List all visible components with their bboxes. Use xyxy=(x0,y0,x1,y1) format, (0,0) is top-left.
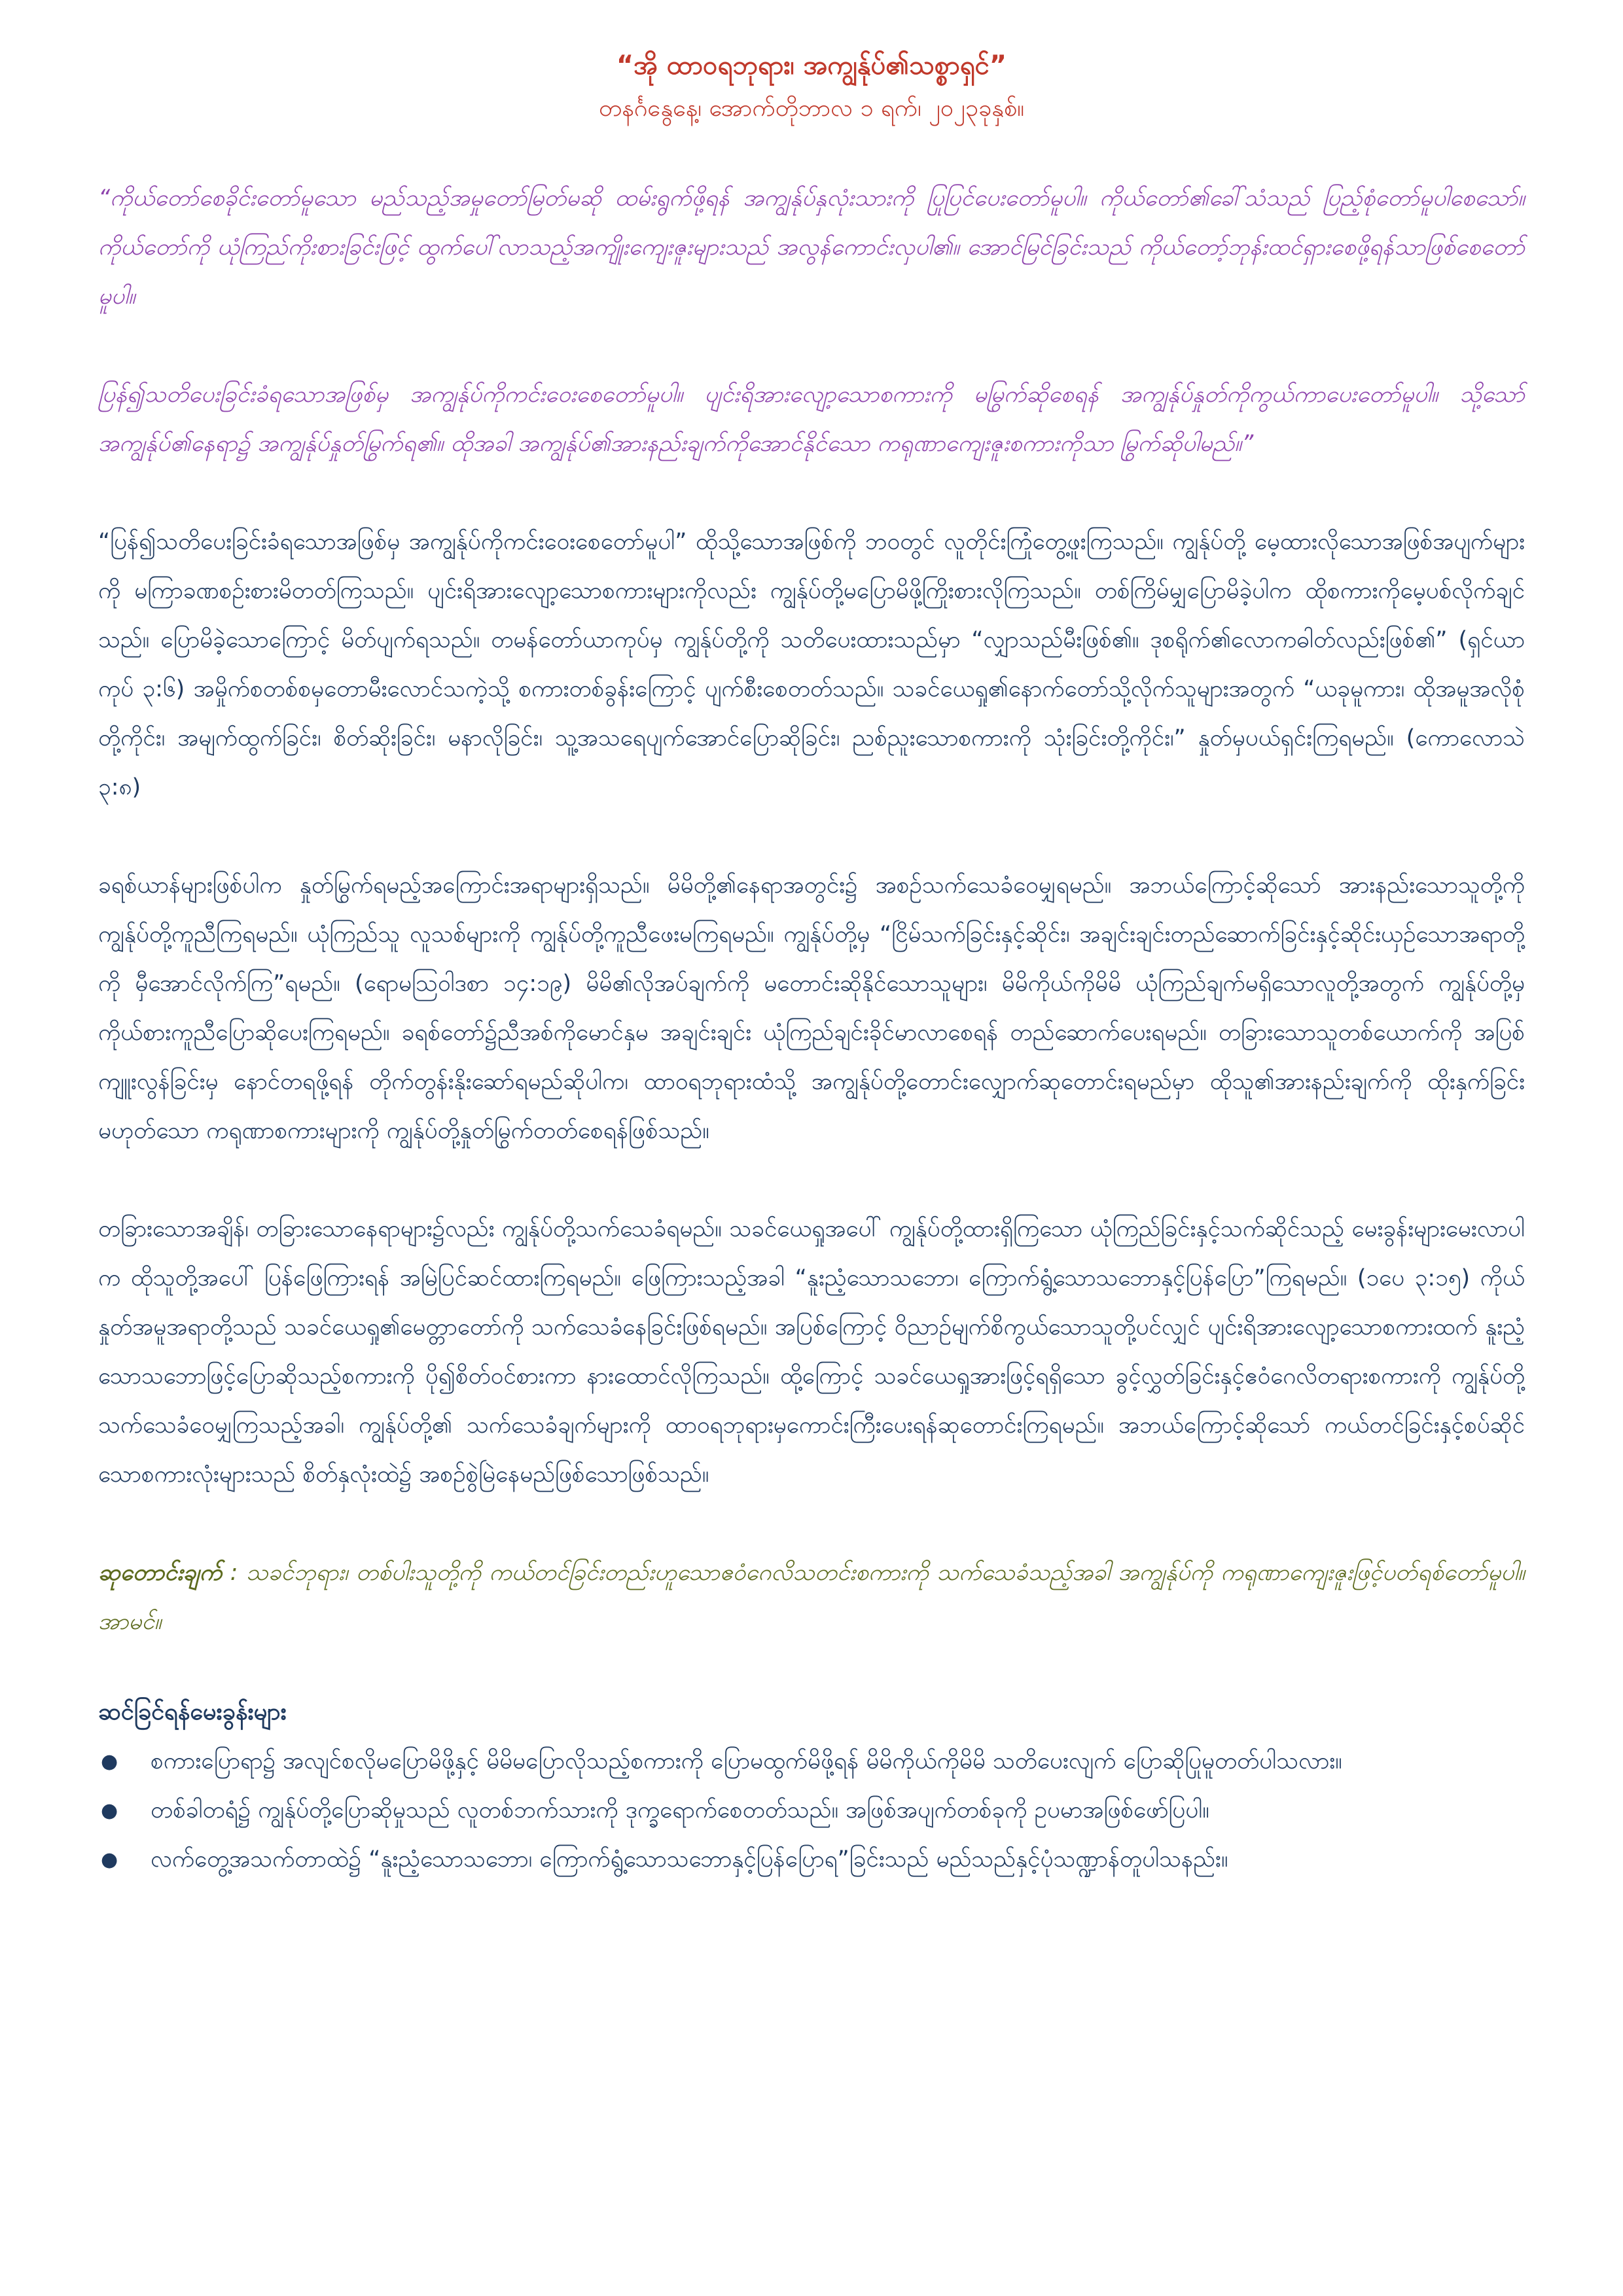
opening-quote xyxy=(98,174,1525,469)
devotional-page xyxy=(98,46,1525,1884)
page-title: “အို ထာဝရဘုရား၊ အကျွန်ုပ်၏သစ္စာရှင်” xyxy=(616,50,1007,81)
question-text: စကားပြောရာ၌ အလျင်စလိုမပြောမိဖို့နှင့် မိမိမပြောလိုသည့်စကားကို ပြောမထွက်မိဖို့ရန် မိမိကိုယ်ကိုမိမိ သတိပေးလျက် ပြောဆိုပြုမူတတ်ပါသလား။ xyxy=(151,1748,1342,1774)
quote-paragraph: ပြန်၍သတိပေးခြင်းခံရသောအဖြစ်မှ အကျွန်ုပ်ကိုကင်းဝေးစေတော်မူပါ။ ပျင်းရိအားလျော့သောစကားကို မမြွက်ဆိုစေရန် အကျွန်ုပ်နှုတ်ကိုကွယ်ကာပေးတော်မူပါ။ သို့သော် အကျွန်ုပ်၏နေရာ၌ အကျွန်ုပ်နှုတ်မြွက်ရ၏။ ထိုအခါ အကျွန်ုပ်၏အားနည်းချက်ကိုအောင်နိုင်သော ကရုဏာကျေးဇူးစကားကိုသာ မြွက်ဆိုပါမည်။” xyxy=(98,382,1525,457)
question-item xyxy=(98,1737,1525,1786)
body-paragraph: ခရစ်ယာန်များဖြစ်ပါက နှုတ်မြွက်ရမည့်အကြောင်းအရာများရှိသည်။ မိမိတို့၏နေရာအတွင်း၌ အစဉ်သက်သေခံဝေမျှရမည်။ အဘယ်ကြောင့်ဆိုသော် အားနည်းသောသူတို့ကို ကျွန်ုပ်တို့ကူညီကြရမည်။ ယုံကြည်သူ လူသစ်များကို ကျွန်ုပ်တို့ကူညီဖေးမကြရမည်။ ကျွန်ုပ်တို့မှ “ငြိမ်သက်ခြင်းနှင့်ဆိုင်း၊ အချင်းချင်းတည်ဆောက်ခြင်းနှင့်ဆိုင်းယှဉ်သောအရာတို့ကို မှီအောင်လိုက်ကြ”ရမည်။ (ရောမဩဝါဒစာ ၁၄:၁၉) မိမိ၏လိုအပ်ချက်ကို မတောင်းဆိုနိုင်သောသူများ၊ မိမိကိုယ်ကိုမိမိ ယုံကြည်ချက်မရှိသောလူတို့အတွက် ကျွန်ုပ်တို့မှကိုယ်စားကူညီပြောဆိုပေးကြရမည်။ ခရစ်တော်၌ညီအစ်ကိုမောင်နှမ အချင်းချင်း ယုံကြည်ချင်းခိုင်မာလာစေရန် တည်ဆောက်ပေးရမည်။ တခြားသောသူတစ်ယောက်ကို အပြစ်ကျူးလွန်ခြင်းမှ နောင်တရဖို့ရန် တိုက်တွန်းနိုးဆော်ရမည်ဆိုပါက၊ ထာဝရဘုရားထံသို့ အကျွန်ုပ်တို့တောင်းလျှောက်ဆုတောင်းရမည်မှာ ထိုသူ၏အားနည်းချက်ကို ထိုးနှက်ခြင်းမဟုတ်သော ကရုဏာစကားများကို ကျွန်ုပ်တို့နှုတ်မြွက်တတ်စေရန်ဖြစ်သည်။ xyxy=(98,872,1525,1144)
devotional-body xyxy=(98,518,1525,1499)
questions-list xyxy=(98,1737,1525,1884)
bullet-icon: ● xyxy=(101,1799,118,1822)
bullet-icon: ● xyxy=(101,1750,118,1773)
question-text: တစ်ခါတရံ၌ ကျွန်ုပ်တို့ပြောဆိုမှုသည် လူတစ်ဘက်သားကို ဒုက္ခရောက်စေတတ်သည်။ အဖြစ်အပျက်တစ်ခုကို ဥပမာအဖြစ်ဖော်ပြပါ။ xyxy=(151,1797,1209,1823)
prayer-separator: : xyxy=(222,1560,246,1586)
prayer-block xyxy=(98,1549,1525,1647)
body-paragraph: တခြားသောအချိန်၊ တခြားသောနေရာများ၌လည်း ကျွန်ုပ်တို့သက်သေခံရမည်။ သခင်ယေရှုအပေါ် ကျွန်ုပ်တို့ထားရှိကြသော ယုံကြည်ခြင်းနှင့်သက်ဆိုင်သည့် မေးခွန်းများမေးလာပါက ထိုသူတို့အပေါ် ပြန်ဖြေကြားရန် အမြဲပြင်ဆင်ထားကြရမည်။ ဖြေကြားသည့်အခါ “နူးညံ့သောသဘော၊ ကြောက်ရွံ့သောသဘောနှင့်ပြန်ပြော”ကြရမည်။ (၁ပေ ၃:၁၅) ကိုယ်နှုတ်အမူအရာတို့သည် သခင်ယေရှု၏မေတ္တာတော်ကို သက်သေခံနေခြင်းဖြစ်ရမည်။ အပြစ်ကြောင့် ဝိညာဉ်မျက်စိကွယ်သောသူတို့ပင်လျှင် ပျင်းရိအားလျော့သောစကားထက် နူးညံ့သောသဘောဖြင့်ပြောဆိုသည့်စကားကို ပို၍စိတ်ဝင်စားကာ နားထောင်လိုကြသည်။ ထို့ကြောင့် သခင်ယေရှုအားဖြင့်ရရှိသော ခွင့်လွှတ်ခြင်းနှင့်ဧဝံဂေလိတရားစကားကို ကျွန်ုပ်တို့သက်သေခံဝေမျှကြသည့်အခါ၊ ကျွန်ုပ်တို့၏ သက်သေခံချက်များကို ထာဝရဘုရားမှကောင်းကြီးပေးရန်ဆုတောင်းကြရမည်။ အဘယ်ကြောင့်ဆိုသော် ကယ်တင်ခြင်းနှင့်စပ်ဆိုင်သောစကားလုံးများသည် စိတ်နှလုံးထဲ၌ အစဉ်စွဲမြဲနေမည်ဖြစ်သောဖြစ်သည်။ xyxy=(98,1216,1525,1488)
question-item xyxy=(98,1835,1525,1884)
bullet-icon: ● xyxy=(101,1848,118,1871)
body-paragraph: “ပြန်၍သတိပေးခြင်းခံရသောအဖြစ်မှ အကျွန်ုပ်ကိုကင်းဝေးစေတော်မူပါ” ထိုသို့သောအဖြစ်ကို ဘဝတွင် လူတိုင်းကြုံတွေ့ဖူးကြသည်။ ကျွန်ုပ်တို့ မေ့ထားလိုသောအဖြစ်အပျက်များကို မကြာခဏစဉ်းစားမိတတ်ကြသည်။ ပျင်းရိအားလျော့သောစကားများကိုလည်း ကျွန်ုပ်တို့မပြောမိဖို့ကြိုးစားလိုကြသည်။ တစ်ကြိမ်မျှပြောမိခဲ့ပါက ထိုစကားကိုမေ့ပစ်လိုက်ချင်သည်။ ပြောမိခဲ့သောကြောင့် မိတ်ပျက်ရသည်။ တမန်တော်ယာကုပ်မှ ကျွန်ုပ်တို့ကို သတိပေးထားသည်မှာ “လျှာသည်မီးဖြစ်၏။ ဒုစရိုက်၏လောကဓါတ်လည်းဖြစ်၏” (ရှင်ယာကုပ် ၃:၆) အမှိုက်စတစ်စမှတောမီးလောင်သကဲ့သို့ စကားတစ်ခွန်းကြောင့် ပျက်စီးစေတတ်သည်။ သခင်ယေရှု၏နောက်တော်သို့လိုက်သူများအတွက် “ယခုမူကား၊ ထိုအမူအလိုစုံတို့ကိုင်း၊ အမျက်ထွက်ခြင်း၊ စိတ်ဆိုးခြင်း၊ မနာလိုခြင်း၊ သူ့အသရေပျက်အောင်ပြောဆိုခြင်း၊ ညစ်ညူးသောစကားကို သုံးခြင်းတို့ကိုင်း၊” နှုတ်မှပယ်ရှင်းကြရမည်။ (ကောလောသဲ ၃:၈) xyxy=(98,529,1525,800)
question-text: လက်တွေ့အသက်တာထဲ၌ “နူးညံ့သောသဘော၊ ကြောက်ရွံ့သောသဘောနှင့်ပြန်ပြောရ”ခြင်းသည် မည်သည်နှင့်ပုံသဏ္ဍာန်တူပါသနည်း။ xyxy=(151,1846,1228,1873)
question-item xyxy=(98,1786,1525,1835)
questions-heading: ဆင်ခြင်ရန်မေးခွန်းများ xyxy=(98,1698,287,1725)
prayer-text: သခင်ဘုရား၊ တစ်ပါးသူတို့ကို ကယ်တင်ခြင်းတည်းဟူသောဧဝံဂေလိသတင်းစကားကို သက်သေခံသည့်အခါ အကျွန်ုပ်ကို ကရုဏာကျေးဇူးဖြင့်ပတ်ရစ်တော်မူပါ။ အာမင်။ xyxy=(98,1560,1525,1635)
prayer-label: ဆုတောင်းချက် xyxy=(98,1560,223,1586)
page-date: တနင်္ဂနွေနေ့၊ အောက်တိုဘာလ ၁ ရက်၊ ၂၀၂၃ခုနှစ်။ xyxy=(599,95,1024,122)
quote-paragraph: “ကိုယ်တော်စေခိုင်းတော်မူသော မည်သည့်အမှုတော်မြတ်မဆို ထမ်းရွက်ဖို့ရန် အကျွန်ုပ်နှလုံးသားကို ပြုပြင်ပေးတော်မူပါ။ ကိုယ်တော်၏ခေါ်သံသည် ပြည့်စုံတော်မူပါစေသော်။ ကိုယ်တော်ကို ယုံကြည်ကိုးစားခြင်းဖြင့် ထွက်ပေါ်လာသည့်အကျိုးကျေးဇူးများသည် အလွန်ကောင်းလှပါ၏။ အောင်မြင်ခြင်းသည် ကိုယ်တော့်ဘုန်းထင်ရှားစေဖို့ရန်သာဖြစ်စေတော်မူပါ။ xyxy=(98,185,1525,310)
reflection-questions xyxy=(98,1693,1525,1884)
